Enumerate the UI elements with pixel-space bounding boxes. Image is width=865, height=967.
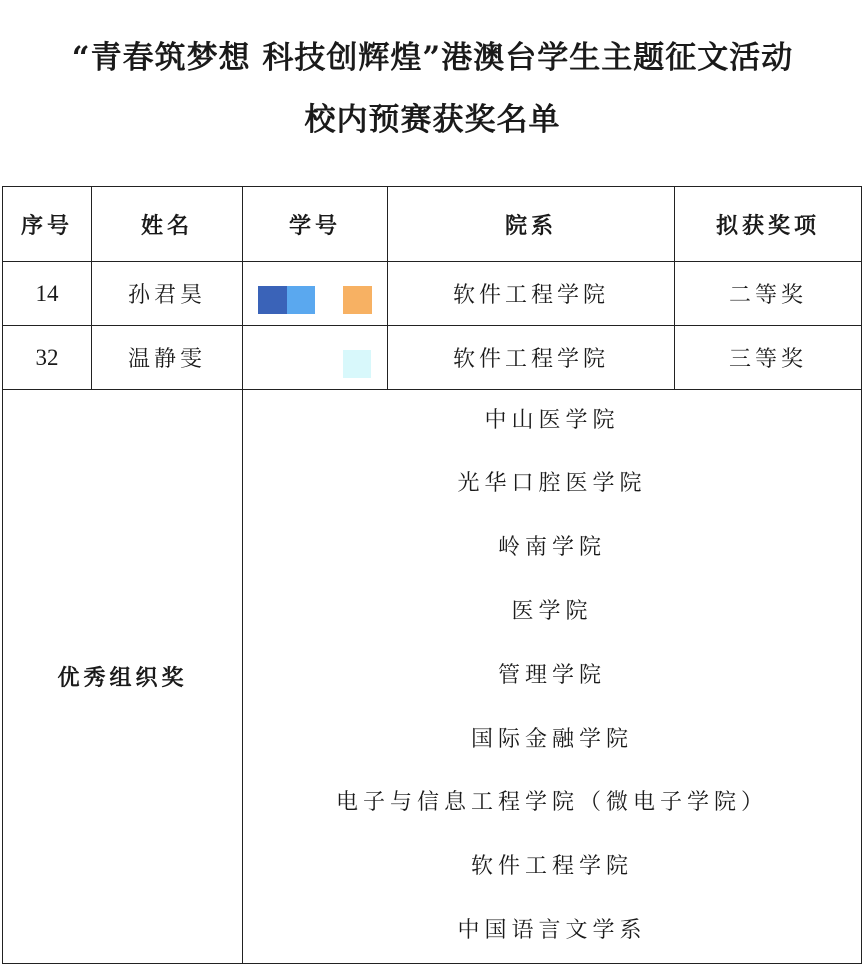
row-department: 软件工程学院: [388, 262, 675, 326]
list-item: 中山医学院: [484, 408, 620, 433]
row-name: 孙君昊: [92, 262, 243, 326]
student-id-redacted: [243, 262, 388, 326]
row-department: 软件工程学院: [388, 326, 675, 390]
list-item: 中国语言文学系: [457, 918, 647, 944]
list-item: 岭南学院: [497, 534, 606, 560]
header-student-id: 学号: [243, 187, 388, 262]
student-id-redacted: [243, 326, 388, 390]
list-item: 电子与信息工程学院（微电子学院）: [335, 790, 768, 816]
list-item: 软件工程学院: [470, 854, 633, 880]
row-award: 二等奖: [675, 262, 862, 326]
redaction-block: [343, 350, 371, 378]
header-department: 院系: [388, 187, 675, 262]
header-award: 拟获奖项: [675, 187, 862, 262]
list-item: 管理学院: [497, 662, 606, 688]
list-item: 国际金融学院: [470, 726, 633, 752]
redaction-block: [287, 286, 315, 314]
row-name: 温静雯: [92, 326, 243, 390]
list-item: 光华口腔医学院: [457, 471, 647, 496]
list-item: 医学院: [511, 598, 593, 624]
row-index: 14: [3, 262, 92, 326]
document-title-line-2: 校内预赛获奖名单: [304, 102, 561, 138]
header-index: 序号: [3, 187, 92, 262]
redaction-block: [343, 286, 372, 314]
org-award-label: 优秀组织奖: [3, 390, 243, 964]
org-award-row: [3, 390, 862, 964]
award-table: [2, 186, 862, 964]
document-title-line-1: “青春筑梦想 科技创辉煌”港澳台学生主题征文活动: [71, 40, 794, 76]
row-award: 三等奖: [675, 326, 862, 390]
org-award-list: [243, 390, 862, 964]
redaction-block: [258, 286, 287, 314]
row-index: 32: [3, 326, 92, 390]
table-row: [3, 262, 862, 326]
header-name: 姓名: [92, 187, 243, 262]
table-row: [3, 326, 862, 390]
table-header-row: [3, 187, 862, 262]
